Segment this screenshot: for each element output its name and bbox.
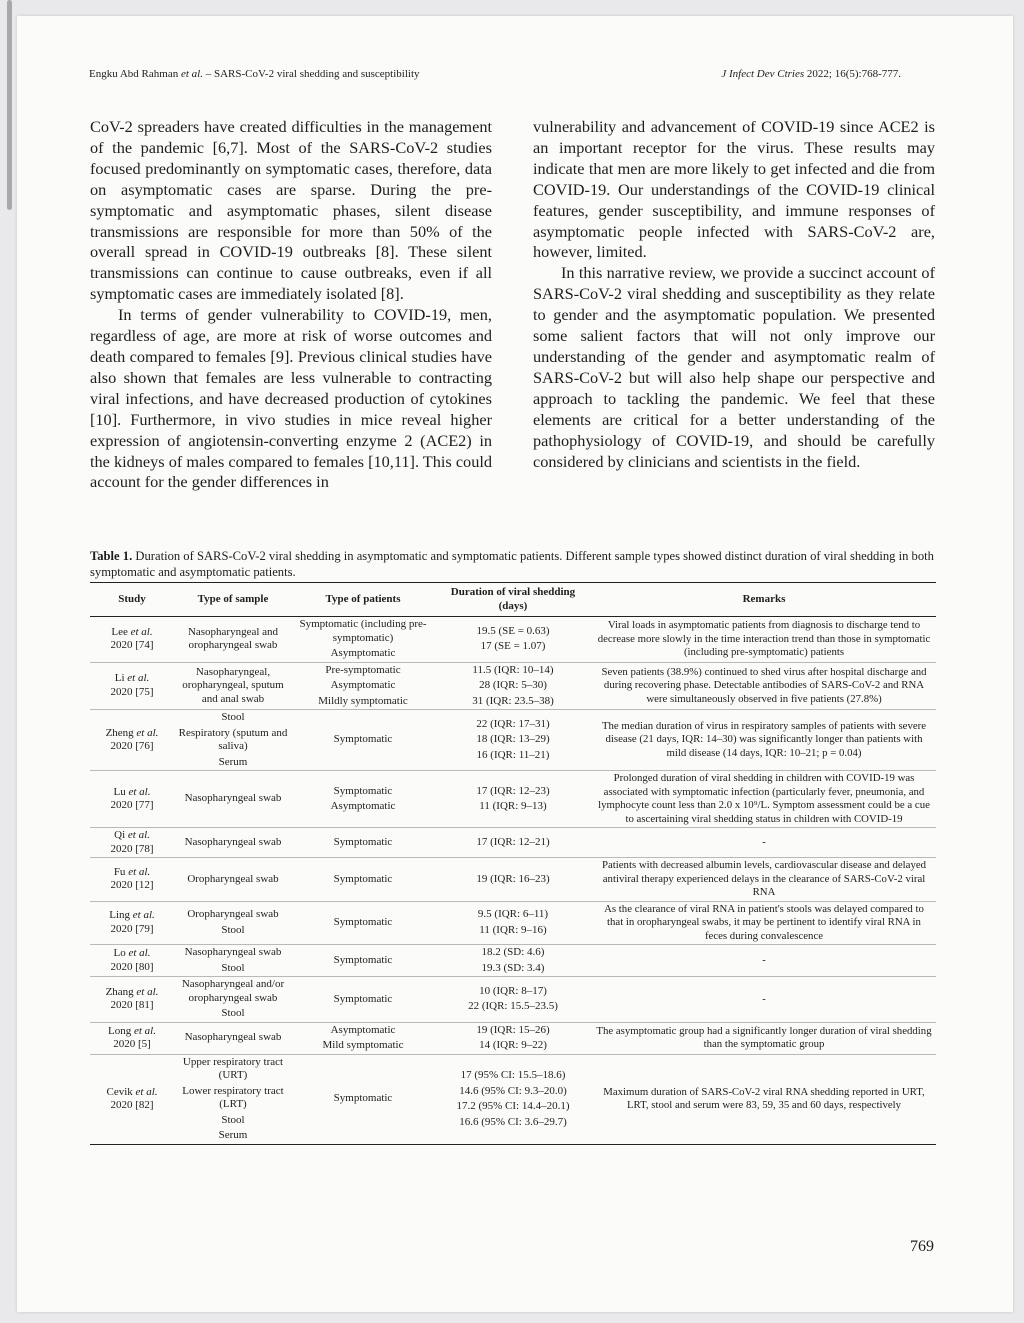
sample-type-value: Serum <box>218 1129 248 1141</box>
study-reference: 2020 [80] <box>110 960 154 973</box>
sample-type-value: Stool <box>221 961 245 974</box>
table-caption-text: Duration of SARS-CoV-2 viral shedding in asymptomatic and symptomatic patients. Different sample types showed distinct duration of viral shedding in both symptomatic and asymptomatic patients. <box>90 549 934 579</box>
page-number: 769 <box>910 1238 934 1255</box>
header-study: Study <box>90 583 174 617</box>
patient-type-value: Symptomatic <box>333 953 393 966</box>
duration-value: 17 (IQR: 12–21) <box>476 835 550 848</box>
table-row <box>90 945 936 977</box>
table-row <box>90 662 936 710</box>
table-row <box>90 771 936 828</box>
sample-type-value: Nasopharyngeal swab <box>184 835 282 848</box>
sample-type-value: Upper respiratory tract (URT) <box>182 1055 284 1081</box>
duration-value: 14.6 (95% CI: 9.3–20.0) <box>459 1084 567 1097</box>
duration-cell <box>434 662 592 710</box>
sample-type-cell <box>174 662 292 710</box>
patient-type-cell <box>292 771 434 828</box>
patient-type-value: Symptomatic (including pre-symptomatic) <box>299 618 427 644</box>
sample-type-value: Stool <box>221 711 245 723</box>
sample-type-value: Stool <box>221 1113 245 1126</box>
duration-value: 19 (IQR: 15–26) <box>476 1023 550 1036</box>
patient-type-value: Asymptomatic <box>330 800 396 812</box>
right-column <box>533 117 935 472</box>
sample-type-value: Nasopharyngeal and/or oropharyngeal swab <box>181 978 285 1004</box>
patient-type-value: Symptomatic <box>333 992 393 1005</box>
sample-type-cell <box>174 945 292 977</box>
remarks-cell: The median duration of virus in respiratory samples of patients with severe disease (21 days, IQR: 14–30) was significantly longer than patients with mild disease (14 days, IQR: 10–21; p = 0.04) <box>592 710 936 771</box>
patient-type-cell <box>292 617 434 663</box>
study-author: Zheng et al. <box>105 726 159 739</box>
sample-type-cell <box>174 771 292 828</box>
remarks-cell: Seven patients (38.9%) continued to shed virus after hospital discharge and during recovering phase. Detectable antibodies of SARS-CoV-2 and RNA were simultaneously observed in five patients (27.8%) <box>592 662 936 710</box>
patient-type-value: Pre-symptomatic <box>325 663 401 676</box>
header-patient-type: Type of patients <box>292 583 434 617</box>
study-cell <box>90 901 174 945</box>
sample-type-value: Oropharyngeal swab <box>187 908 279 921</box>
header-sample-type: Type of sample <box>174 583 292 617</box>
sample-type-cell <box>174 858 292 902</box>
duration-value: 17 (95% CI: 15.5–18.6) <box>460 1069 566 1081</box>
patient-type-cell <box>292 1054 434 1144</box>
remarks-cell: Prolonged duration of viral shedding in children with COVID-19 was associated with symptomatic infection (particularly fever, pneumonia, and lymphocyte count less than 2.0 x 10⁹/L. Symptom assessment could be a cue to ascertaining viral shedding status in children with COVID-19 <box>592 771 936 828</box>
study-reference: 2020 [77] <box>110 799 154 811</box>
study-cell <box>90 771 174 828</box>
duration-value: 16.6 (95% CI: 3.6–29.7) <box>459 1115 567 1128</box>
table-row <box>90 858 936 902</box>
patient-type-cell <box>292 977 434 1023</box>
table-row <box>90 977 936 1023</box>
sample-type-value: Oropharyngeal swab <box>187 872 279 885</box>
remarks-cell: - <box>592 828 936 858</box>
study-cell <box>90 662 174 710</box>
table-header-row <box>90 583 936 617</box>
study-author: Lu et al. <box>113 785 151 798</box>
duration-value: 22 (IQR: 17–31) <box>476 717 550 730</box>
study-reference: 2020 [79] <box>110 922 154 935</box>
patient-type-cell <box>292 901 434 945</box>
study-cell <box>90 828 174 858</box>
duration-value: 11 (IQR: 9–13) <box>479 800 547 812</box>
sample-type-value: Serum <box>218 755 248 768</box>
article-page <box>17 16 1013 1312</box>
table-row <box>90 1022 936 1054</box>
sample-type-value: Stool <box>221 923 245 936</box>
patient-type-value: Asymptomatic <box>330 1023 396 1036</box>
duration-value: 11 (IQR: 9–16) <box>479 923 547 936</box>
viral-shedding-table <box>90 582 936 1145</box>
duration-cell <box>434 977 592 1023</box>
sample-type-value: Nasopharyngeal swab <box>184 792 282 805</box>
patient-type-value: Asymptomatic <box>330 679 396 691</box>
study-cell <box>90 858 174 902</box>
sample-type-value: Nasopharyngeal and oropharyngeal swab <box>187 625 279 652</box>
sample-type-cell <box>174 710 292 771</box>
study-cell <box>90 1022 174 1054</box>
patient-type-value: Symptomatic <box>333 1092 393 1105</box>
duration-value: 16 (IQR: 11–21) <box>476 748 550 761</box>
study-author: Long et al. <box>108 1024 156 1037</box>
table-row <box>90 710 936 771</box>
sample-type-value: Lower respiratory tract (LRT) <box>182 1084 284 1110</box>
patient-type-cell <box>292 1022 434 1054</box>
duration-cell <box>434 1054 592 1144</box>
study-reference: 2020 [12] <box>110 879 154 892</box>
left-paragraph-2: In terms of gender vulnerability to COVID-19, men, regardless of age, are more at risk of worse outcomes and death compared to females [9]. Previous clinical studies have also shown that females are less vulnerable to contracting viral infections, and have decreased production of cytokines [10]. Furthermore, in vivo studies in mice reveal higher expression of angiotensin-converting enzyme 2 (ACE2) in the kidneys of males compared to females [10,11]. This could account for the gender differences in <box>90 305 492 492</box>
patient-type-cell <box>292 662 434 710</box>
duration-value: 28 (IQR: 5–30) <box>479 679 547 691</box>
patient-type-cell <box>292 828 434 858</box>
duration-value: 18.2 (SD: 4.6) <box>481 946 545 958</box>
remarks-cell: Viral loads in asymptomatic patients from diagnosis to discharge tend to decrease more slowly in the time interaction trend than those in symptomatic (including pre-symptomatic) patients <box>592 617 936 663</box>
table-container <box>90 582 936 1145</box>
sample-type-value: Nasopharyngeal swab <box>184 1031 282 1044</box>
table-row <box>90 901 936 945</box>
remarks-cell: - <box>592 977 936 1023</box>
header-remarks: Remarks <box>592 583 936 617</box>
study-reference: 2020 [5] <box>113 1038 151 1050</box>
patient-type-value: Symptomatic <box>333 784 393 797</box>
duration-value: 19.5 (SE = 0.63) <box>476 624 550 637</box>
patient-type-value: Mild symptomatic <box>322 1039 404 1051</box>
duration-cell <box>434 1022 592 1054</box>
header-duration: Duration of viral shedding (days) <box>434 583 592 617</box>
patient-type-value: Asymptomatic <box>330 647 396 659</box>
study-reference: 2020 [81] <box>110 999 154 1012</box>
left-paragraph-1: CoV-2 spreaders have created difficulties in the management of the pandemic [6,7]. Most of the SARS-CoV-2 studies focused predominantly on symptomatic cases, therefore, data on asymptomatic cases are sparse. During the pre-symptomatic and asymptomatic phases, silent disease transmissions are responsible for more than 50% of the overall spread in COVID-19 outbreaks [8]. These silent transmissions can continue to cause outbreaks, even if all symptomatic cases are immediately isolated [8]. <box>90 117 492 304</box>
sample-type-cell <box>174 828 292 858</box>
study-cell <box>90 1054 174 1144</box>
remarks-cell: As the clearance of viral RNA in patient's stools was delayed compared to that in oropharyngeal swabs, it may be pertinent to identify viral RNA in feces during convalescence <box>592 901 936 945</box>
duration-value: 31 (IQR: 23.5–38) <box>472 694 554 707</box>
table-body <box>90 617 936 1145</box>
duration-cell <box>434 901 592 945</box>
duration-cell <box>434 945 592 977</box>
study-cell <box>90 945 174 977</box>
duration-cell <box>434 828 592 858</box>
duration-cell <box>434 858 592 902</box>
study-author: Fu et al. <box>113 865 151 878</box>
sample-type-cell <box>174 617 292 663</box>
duration-value: 17.2 (95% CI: 14.4–20.1) <box>456 1100 570 1112</box>
table-caption-label: Table 1. <box>90 549 133 563</box>
table-row <box>90 617 936 663</box>
duration-cell <box>434 771 592 828</box>
study-cell <box>90 710 174 771</box>
running-head-authors: Engku Abd Rahman et al. – SARS-CoV-2 viral shedding and susceptibility <box>89 68 420 80</box>
study-reference: 2020 [74] <box>110 639 154 652</box>
duration-value: 10 (IQR: 8–17) <box>479 984 547 997</box>
sample-type-cell <box>174 1022 292 1054</box>
duration-value: 14 (IQR: 9–22) <box>479 1039 547 1051</box>
sample-type-cell <box>174 1054 292 1144</box>
duration-value: 19.3 (SD: 3.4) <box>481 961 545 974</box>
patient-type-cell <box>292 858 434 902</box>
duration-value: 11.5 (IQR: 10–14) <box>472 663 554 676</box>
table-row <box>90 828 936 858</box>
sample-type-cell <box>174 977 292 1023</box>
study-author: Li et al. <box>114 672 150 685</box>
study-reference: 2020 [76] <box>110 740 154 752</box>
study-author: Cevik et al. <box>106 1085 158 1098</box>
patient-type-value: Symptomatic <box>333 733 393 746</box>
study-author: Zhang et al. <box>105 985 159 998</box>
patient-type-value: Symptomatic <box>333 872 393 885</box>
running-head-journal: J Infect Dev Ctries 2022; 16(5):768-777. <box>721 68 901 80</box>
patient-type-value: Symptomatic <box>333 835 393 848</box>
table-row <box>90 1054 936 1144</box>
study-reference: 2020 [78] <box>110 842 154 855</box>
study-reference: 2020 [82] <box>110 1099 154 1111</box>
duration-value: 18 (IQR: 13–29) <box>476 733 550 746</box>
duration-value: 17 (IQR: 12–23) <box>476 784 550 797</box>
study-reference: 2020 [75] <box>110 685 154 698</box>
study-author: Qi et al. <box>114 829 150 841</box>
sample-type-value: Stool <box>221 1007 245 1019</box>
duration-cell <box>434 617 592 663</box>
left-column <box>90 117 492 493</box>
sample-type-cell <box>174 901 292 945</box>
remarks-cell: - <box>592 945 936 977</box>
duration-value: 17 (SE = 1.07) <box>480 640 546 653</box>
patient-type-cell <box>292 945 434 977</box>
sample-type-value: Respiratory (sputum and saliva) <box>178 726 288 752</box>
right-paragraph-1: vulnerability and advancement of COVID-19 since ACE2 is an important receptor for the virus. These results may indicate that men are more likely to get infected and die from COVID-19. Our understandings of the COVID-19 clinical features, gender susceptibility, and immune responses of asymptomatic people infected with SARS-CoV-2 are, however, limited. <box>533 117 935 262</box>
duration-value: 9.5 (IQR: 6–11) <box>477 908 549 921</box>
patient-type-value: Symptomatic <box>333 916 393 928</box>
study-cell <box>90 617 174 663</box>
remarks-cell: Patients with decreased albumin levels, cardiovascular disease and delayed antiviral therapy experienced delays in the clearance of SARS-CoV-2 viral RNA <box>592 858 936 902</box>
study-author: Lo et al. <box>113 947 151 959</box>
scroll-indicator[interactable] <box>7 0 12 210</box>
study-cell <box>90 977 174 1023</box>
sample-type-value: Nasopharyngeal, oropharyngeal, sputum and anal swab <box>182 665 284 705</box>
study-author: Lee et al. <box>111 625 153 638</box>
duration-value: 22 (IQR: 15.5–23.5) <box>468 1000 558 1013</box>
right-paragraph-2: In this narrative review, we provide a succinct account of SARS-CoV-2 viral shedding and susceptibility as they relate to gender and the asymptomatic population. We presented some salient factors that will not only improve our understanding of the gender and asymptomatic realm of SARS-CoV-2 but will also help shape our perspective and approach to tackling the pandemic. We feel that these elements are critical for a better understanding of the pathophysiology of COVID-19, and should be carefully considered by clinicians and scientists in the field. <box>533 263 935 471</box>
remarks-cell: Maximum duration of SARS-CoV-2 viral RNA shedding reported in URT, LRT, stool and serum were 83, 59, 35 and 60 days, respectively <box>603 1085 925 1111</box>
study-author: Ling et al. <box>109 909 155 922</box>
patient-type-cell <box>292 710 434 771</box>
sample-type-value: Nasopharyngeal swab <box>184 946 282 958</box>
table-caption <box>90 549 936 580</box>
running-head <box>89 68 901 80</box>
remarks-cell: The asymptomatic group had a significantly longer duration of viral shedding than the symptomatic group <box>592 1022 936 1054</box>
patient-type-value: Mildly symptomatic <box>318 694 408 707</box>
duration-value: 19 (IQR: 16–23) <box>476 872 550 885</box>
duration-cell <box>434 710 592 771</box>
